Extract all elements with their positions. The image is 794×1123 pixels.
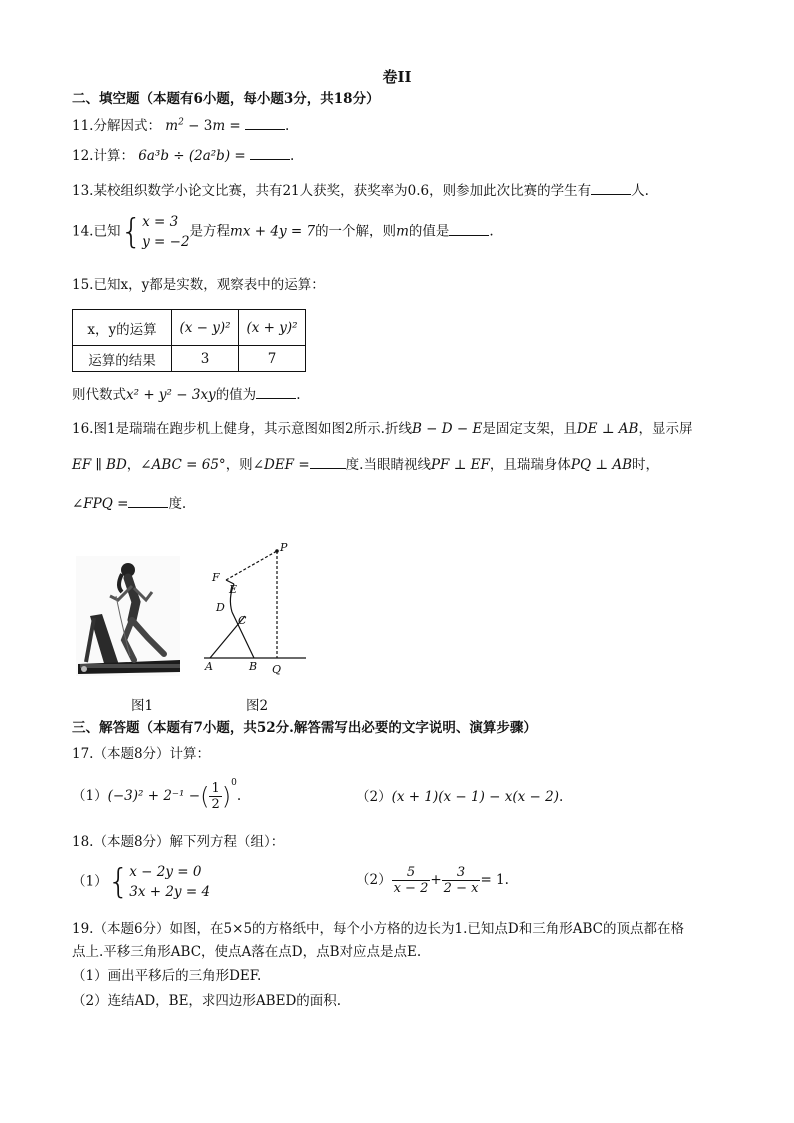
question-11 xyxy=(72,116,289,135)
q15-table xyxy=(72,309,306,372)
q19-part-2: （2）连结AD，BE，求四边形ABED的面积. xyxy=(72,993,342,1009)
q16-line2-m2: ∠ABC = 65° xyxy=(140,457,226,473)
q16-line1-m1: B − D − E xyxy=(411,421,483,437)
q19-line-2: 点上.平移三角形ABC，使点A落在点D，点B对应点是点E. xyxy=(72,944,422,960)
q11-expr-minus: − 3 xyxy=(183,118,213,134)
q17-p1-fraction: $\frac{1}{2}$ xyxy=(211,781,220,812)
q17-p2-expr: (x + 1)(x − 1) − x(x − 2) xyxy=(391,789,559,805)
q16-line2-m4: PF ⊥ EF xyxy=(430,457,490,473)
figure-2-diagram xyxy=(200,540,310,680)
q15-row-cell-2: 7 xyxy=(239,346,306,372)
section3-heading: 三、解答题（本题有7小题，共52分.解答需写出必要的文字说明、演算步骤） xyxy=(72,720,537,736)
q17-p2-label: （2） xyxy=(356,789,392,805)
diagram-label-q: Q xyxy=(272,663,282,676)
q14-text2: 的值是 xyxy=(408,223,450,240)
q15-row-cell-0: 运算的结果 xyxy=(73,346,172,372)
figure-1-treadmill-photo xyxy=(76,556,180,676)
q15-header-cell-1: (x − y)² xyxy=(172,310,239,346)
q17-p2-tail: . xyxy=(559,789,564,805)
q18-part-1 xyxy=(72,862,210,902)
diagram-label-b: B xyxy=(249,660,258,673)
q14-answer-blank[interactable] xyxy=(449,222,489,236)
q18-p2-label: （2） xyxy=(356,872,392,888)
q16-line2-e: 时， xyxy=(632,457,660,473)
q11-tail: . xyxy=(285,118,290,134)
q16-line1-m2: DE ⊥ AB xyxy=(576,421,639,437)
q15-question-a: 则代数式 xyxy=(72,387,126,403)
q11-lead: 11.分解因式： xyxy=(72,118,161,134)
q14-system: x = 3 y = −2 xyxy=(142,214,190,250)
q17-p1-tail: . xyxy=(236,788,242,804)
q16-line1-b: 是固定支架，且 xyxy=(482,421,577,437)
q14-lead: 14.已知 xyxy=(72,223,121,240)
q13-text-a: 13.某校组织数学小论文比赛，共有21人获奖，获奖率为0.6，则参加此次比赛的学生有 xyxy=(72,183,592,199)
q15-question xyxy=(72,385,300,404)
diagram-label-d: D xyxy=(216,601,225,614)
q16-line3-m: ∠FPQ = xyxy=(72,496,129,512)
q15-table-header-row xyxy=(73,310,306,346)
q18-part-2 xyxy=(356,864,509,896)
q14-text: 的一个解，则 xyxy=(315,223,397,240)
q16-line-1 xyxy=(72,420,692,438)
paper-title: 卷II xyxy=(382,68,412,86)
q14-equation: mx + 4y = 7 xyxy=(230,223,316,240)
q15-question-b: 的值为 xyxy=(215,387,257,403)
q13-text-b: 人. xyxy=(631,183,649,199)
q16-line2-b: ，则 xyxy=(225,457,253,473)
q17-p1-paren-open: ( xyxy=(200,782,210,811)
q17-p1-expr: (−3)² + 2⁻¹ − xyxy=(107,788,201,804)
q16-line2-d: ，且瑞瑞身体 xyxy=(489,457,571,473)
q11-answer-blank[interactable] xyxy=(245,116,285,130)
q15-header-cell-2: (x + y)² xyxy=(239,310,306,346)
q18-p1-label: （1） xyxy=(72,873,108,890)
q11-expr-m: $m^2$ xyxy=(165,117,184,134)
q19-line-1: 19.（本题6分）如图，在5×5的方格纸中，每个小方格的边长为1.已知点D和三角形ABC的顶点都在格 xyxy=(72,921,685,937)
section2-heading: 二、填空题（本题有6小题，每小题3分，共18分） xyxy=(72,91,380,107)
q16-line1-a: 16.图1是瑞瑞在跑步机上健身，其示意图如图2所示.折线 xyxy=(72,421,412,437)
figure-1-caption: 图1 xyxy=(131,698,154,714)
q18-p2-rest: = 1. xyxy=(480,872,509,888)
q18-p2-fraction-1: $\frac{5}{x - 2}$ xyxy=(393,865,429,896)
q16-answer-blank-2[interactable] xyxy=(128,494,168,508)
q15-answer-blank[interactable] xyxy=(256,385,296,399)
question-14 xyxy=(72,212,494,252)
q16-line-2 xyxy=(72,455,659,474)
q15-header-cell-0: x，y的运算 xyxy=(73,310,172,346)
q17-lead: 17.（本题8分）计算： xyxy=(72,746,211,762)
q11-expr-eq: = xyxy=(225,118,241,134)
q18-lead: 18.（本题8分）解下列方程（组）： xyxy=(72,834,285,850)
q17-part-2 xyxy=(356,788,563,806)
q12-answer-blank[interactable] xyxy=(250,146,290,160)
q14-var: m xyxy=(396,223,409,240)
q18-p2-plus: + xyxy=(430,872,442,888)
diagram-label-c: C xyxy=(238,614,247,627)
q17-p1-exp: 0 xyxy=(231,777,237,788)
figure-2-caption: 图2 xyxy=(246,698,269,714)
q13-answer-blank[interactable] xyxy=(591,181,631,195)
q18-p1-brace: { xyxy=(107,862,130,902)
q18-p2-fraction-2: $\frac{3}{2 - x}$ xyxy=(443,865,479,896)
q16-line2-c: 度.当眼睛视线 xyxy=(345,457,431,473)
question-15-lead: 15.已知x，y都是实数，观察表中的运算： xyxy=(72,277,325,293)
diagram-label-a: A xyxy=(205,660,213,673)
q19-part-1: （1）画出平移后的三角形DEF. xyxy=(72,968,262,984)
q17-p1-paren-close: ) xyxy=(221,782,232,811)
q18-p1-system: x − 2y = 0 3x + 2y = 4 xyxy=(129,864,211,900)
diagram-label-f: F xyxy=(212,571,220,584)
q16-line3-a: 度. xyxy=(168,496,187,512)
q15-question-expr: x² + y² − 3xy xyxy=(126,387,216,403)
q16-line2-m3: ∠DEF = xyxy=(252,457,310,473)
q14-brace: { xyxy=(120,212,143,252)
q16-line2-m5: PQ ⊥ AB xyxy=(570,457,633,473)
q16-answer-blank-1[interactable] xyxy=(310,455,346,469)
q15-tail: . xyxy=(296,387,301,403)
diagram-label-e: E xyxy=(229,583,238,596)
q16-line2-m1: EF ∥ BD xyxy=(72,457,127,473)
q12-tail: . xyxy=(290,148,295,164)
q14-mid: 是方程 xyxy=(189,223,231,240)
question-12 xyxy=(72,146,294,165)
q15-table-result-row xyxy=(73,346,306,372)
diagram-label-p: P xyxy=(280,541,288,554)
q11-expr-m2: m xyxy=(212,118,226,134)
q14-tail: . xyxy=(489,223,494,240)
q16-line-3 xyxy=(72,494,186,513)
q16-line1-c: ，显示屏 xyxy=(638,421,693,437)
q17-part-1 xyxy=(72,778,241,815)
q12-lead: 12.计算： xyxy=(72,148,134,164)
q12-expr: 6a³b ÷ (2a²b) = xyxy=(138,148,246,164)
q15-row-cell-1: 3 xyxy=(172,346,239,372)
question-13 xyxy=(72,181,649,200)
q17-p1-label: （1） xyxy=(72,788,108,804)
q16-line2-a: ， xyxy=(126,457,141,473)
